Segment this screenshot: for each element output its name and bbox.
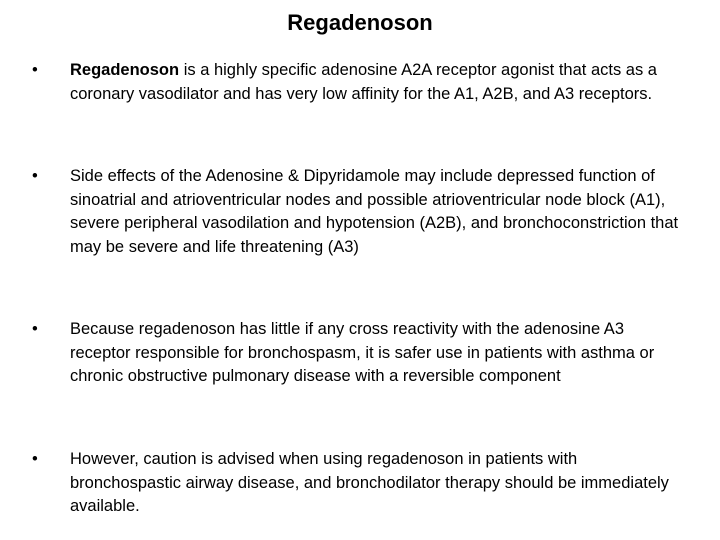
bullet-item-caution [32, 448, 682, 519]
bullet-item-side-effects [32, 165, 682, 260]
bullet-body: is a highly specific adenosine A2A receptor agonist that acts as a coronary vasodilator and has very low affinity for the A1, A2B, and A3 receptors. [70, 61, 657, 103]
bullet-item-regadenoson-overview [32, 59, 682, 106]
bullet-text: Because regadenoson has little if any cross reactivity with the adenosine A3 receptor responsible for bronchospasm, it is safer use in patients with asthma or chronic obstructive pulmonary disease with a reversible component [70, 320, 655, 386]
bullet-text [70, 59, 682, 106]
bullet-marker: • [32, 167, 38, 185]
bullet-marker: • [32, 450, 38, 468]
bullet-text: However, caution is advised when using regadenoson in patients with bronchospastic airway disease, and bronchodilator therapy should be immediately available. [70, 450, 669, 516]
bullet-text: Side effects of the Adenosine & Dipyridamole may include depressed function of sinoatrial and atrioventricular nodes and possible atrioventricular node block (A1), severe peripheral vasodilation and hypotension (A2B), and bronchoconstriction that may be severe and life threatening (A3) [70, 167, 679, 257]
bullet-lead-term: Regadenoson [70, 61, 180, 79]
bullet-item-cross-reactivity [32, 318, 682, 389]
bullet-marker: • [32, 320, 38, 338]
slide-title: Regadenoson [287, 10, 433, 35]
bullet-marker: • [32, 61, 38, 79]
